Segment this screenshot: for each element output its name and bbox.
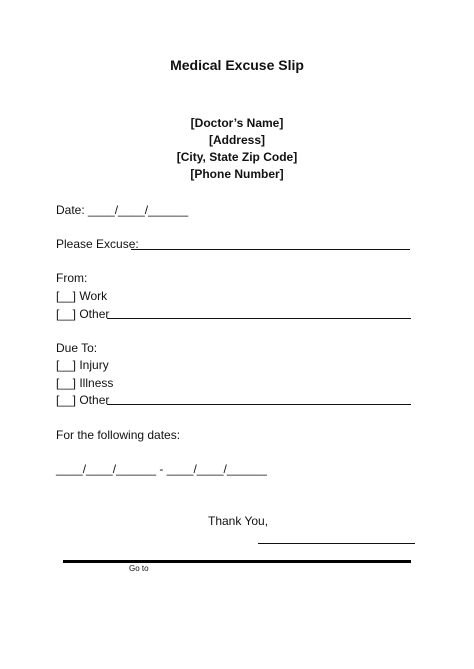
doctor-phone: [Phone Number] <box>190 167 284 181</box>
from-other-checkbox[interactable]: [__] Other <box>56 307 110 321</box>
due-illness-checkbox[interactable]: [__] Illness <box>56 376 114 390</box>
due-to-label: Due To: <box>56 341 98 355</box>
footer-goto-link[interactable]: Go to <box>129 564 149 573</box>
due-other-checkbox[interactable]: [__] Other <box>56 393 110 407</box>
due-other-input-line[interactable] <box>107 404 411 405</box>
due-injury-checkbox[interactable]: [__] Injury <box>56 358 109 372</box>
doctor-address: [Address] <box>208 133 265 147</box>
date-range-field[interactable]: ____/____/______ - ____/____/______ <box>56 462 267 476</box>
from-work-checkbox[interactable]: [__] Work <box>56 289 108 303</box>
from-label: From: <box>56 271 88 285</box>
signature-line[interactable] <box>258 543 415 544</box>
thank-you-text: Thank You, <box>208 514 269 528</box>
from-other-input-line[interactable] <box>107 318 411 319</box>
doctor-name: [Doctor’s Name] <box>190 116 284 130</box>
footer-divider <box>63 560 411 563</box>
please-excuse-label: Please Excuse: <box>56 237 139 251</box>
please-excuse-input-line[interactable] <box>131 249 410 250</box>
date-field[interactable]: Date: ____/____/______ <box>56 203 189 217</box>
following-dates-label: For the following dates: <box>56 428 181 442</box>
document-title: Medical Excuse Slip <box>170 57 304 73</box>
doctor-city-state-zip: [City, State Zip Code] <box>176 150 298 164</box>
